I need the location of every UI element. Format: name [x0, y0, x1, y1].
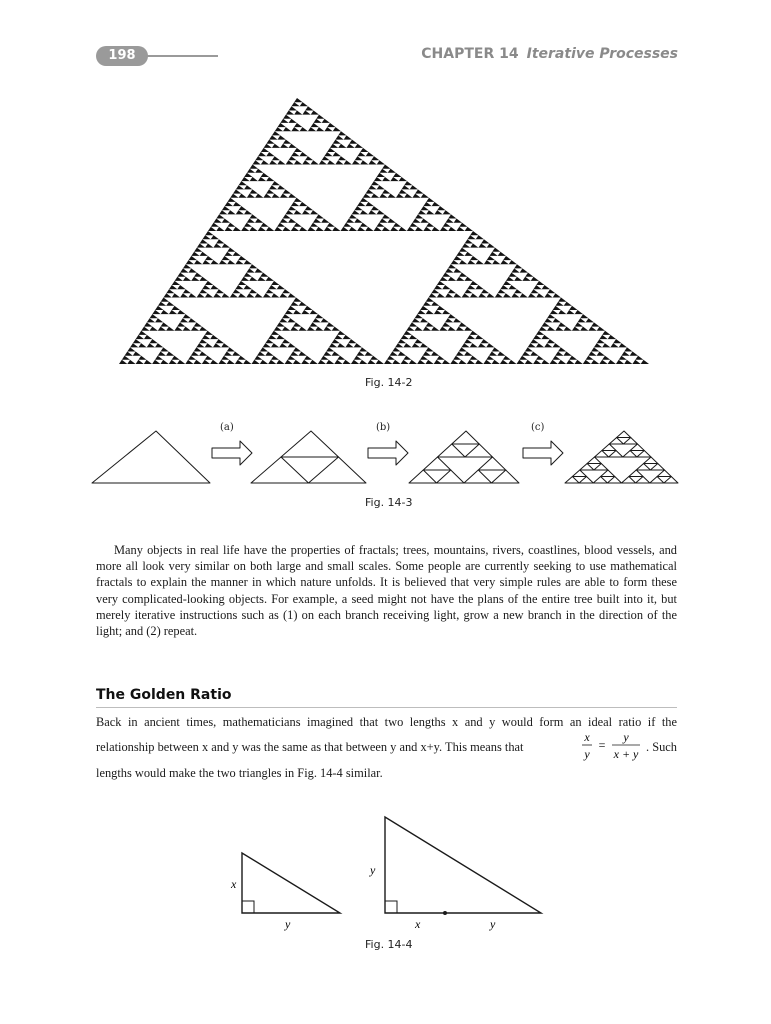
iteration-subdivision — [478, 470, 506, 483]
iteration-triangle-1 — [92, 431, 210, 483]
eq-right-numerator: y — [623, 730, 629, 744]
similar-triangles-figure — [0, 810, 771, 940]
iteration-subdivision — [572, 477, 586, 484]
fig-14-3-caption: Fig. 14-3 — [365, 496, 413, 509]
step-label-a: (a) — [220, 422, 234, 433]
eq-equals-sign: = — [598, 738, 606, 752]
golden-ratio-line-1: Back in ancient times, mathematicians imagined that two lengths x and y would form an ideal ratio if the — [96, 715, 677, 729]
section-heading: The Golden Ratio — [96, 687, 232, 703]
golden-ratio-line-2: relationship between x and y was the same as that between y and x+y. This means that — [96, 740, 524, 754]
golden-ratio-line-2-end: . Such — [646, 740, 677, 754]
fig-14-4-caption: Fig. 14-4 — [365, 938, 413, 951]
large-right-triangle — [385, 817, 541, 913]
fig-14-2-caption: Fig. 14-2 — [365, 376, 413, 389]
golden-ratio-equation — [582, 730, 652, 764]
iteration-subdivision — [657, 477, 671, 484]
sierpinski-figure — [0, 0, 771, 380]
iteration-subdivision — [617, 438, 631, 445]
small-right-angle-mark — [242, 901, 254, 913]
iteration-subdivision — [602, 451, 616, 458]
step-label-c: (c) — [531, 422, 545, 433]
arrow-right-icon — [368, 441, 408, 465]
chapter-label: CHAPTER 14 — [421, 46, 519, 62]
iteration-subdivision — [281, 457, 339, 483]
large-side-label: y — [370, 863, 376, 877]
arrow-right-icon — [212, 441, 252, 465]
eq-left-denominator: y — [584, 747, 590, 761]
iteration-subdivision — [630, 451, 644, 458]
small-side-label: x — [231, 877, 237, 891]
iteration-subdivision — [644, 464, 658, 471]
large-right-angle-mark — [385, 901, 397, 913]
page-number: 198 — [96, 46, 148, 66]
golden-ratio-line-3: lengths would make the two triangles in Fig. 14-4 similar. — [96, 766, 383, 780]
eq-right-denominator: x + y — [613, 747, 639, 761]
small-right-triangle — [242, 853, 340, 913]
iteration-subdivision — [601, 477, 615, 484]
iteration-subdivision — [452, 444, 480, 457]
eq-left-numerator: x — [584, 730, 590, 744]
iteration-subdivision — [587, 464, 601, 471]
step-label-b: (b) — [376, 422, 391, 433]
section-rule — [96, 707, 677, 708]
chapter-title: Iterative Processes — [526, 46, 678, 62]
large-base-label-y: y — [490, 917, 496, 931]
base-division-point — [443, 911, 447, 915]
arrow-right-icon — [523, 441, 563, 465]
large-base-label-x: x — [415, 917, 421, 931]
small-base-label: y — [285, 917, 291, 931]
iteration-subdivision — [423, 470, 451, 483]
iteration-subdivision — [629, 477, 643, 484]
body-paragraph: Many objects in real life have the properties of fractals; trees, mountains, rivers, coastlines, blood vessels, and more all look very similar on both large and small scales. Some people are currently seeking to use mathematical fractals to explain the manner in which nature unfolds. It is believed that very simple rules are able to form these very complicated-looking objects. For example, a seed might not have the plans of the entire tree built into it, but merely iterative instructions such as (1) on each branch receiving light, grow a new branch in the direction of the light; and (2) repeat. — [96, 543, 677, 639]
